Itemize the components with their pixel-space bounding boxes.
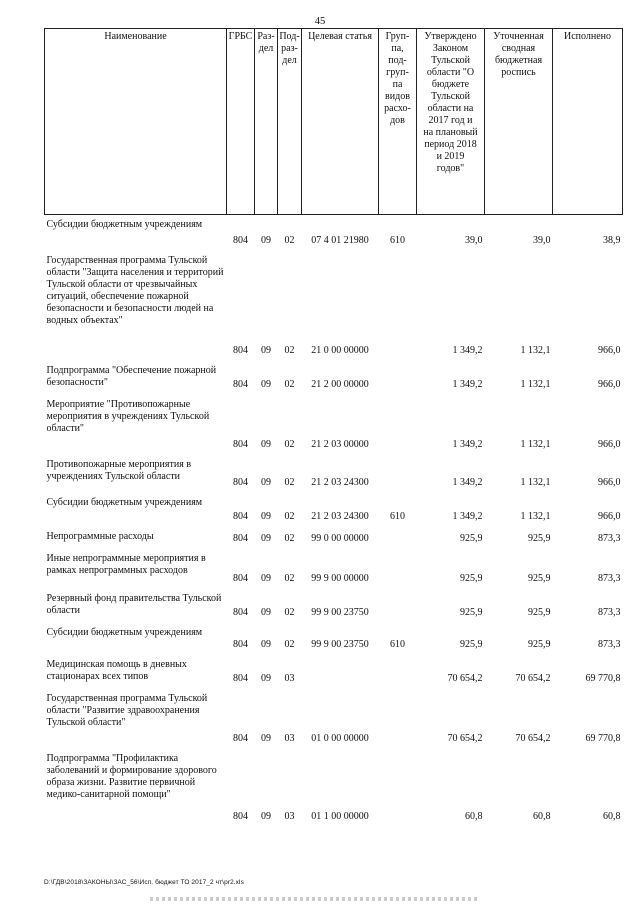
row-group (379, 455, 417, 493)
row-name: Субсидии бюджетным учреждениям (46, 219, 203, 230)
row-executed: 966,0 (598, 438, 621, 450)
row-executed: 69 770,8 (585, 732, 621, 744)
row-grbs: 804 (233, 234, 248, 246)
table-row (45, 689, 623, 749)
row-razdel: 09 (261, 810, 271, 822)
row-executed: 873,3 (598, 532, 621, 544)
table-row (45, 589, 623, 623)
header-row (45, 29, 623, 215)
row-group (379, 749, 417, 827)
row-name: Иные непрограммные мероприятия в рамках непрограммных расходов (46, 552, 206, 576)
table-row (45, 215, 623, 251)
scan-artifact (150, 897, 480, 901)
row-name: Субсидии бюджетным учреждениям (46, 626, 203, 638)
row-name: Противопожарные мероприятия в учреждениях Тульской области (46, 458, 192, 482)
row-razdel: 09 (261, 572, 271, 584)
row-podrazdel: 02 (284, 438, 295, 450)
row-group (379, 361, 417, 395)
row-grbs: 804 (233, 732, 248, 744)
row-executed: 966,0 (598, 378, 621, 390)
row-target: 99 9 00 23750 (311, 606, 369, 618)
row-razdel: 09 (261, 638, 271, 650)
row-refined: 925,9 (528, 572, 551, 584)
row-target: 21 2 03 24300 (311, 476, 369, 488)
row-approved: 1 349,2 (452, 344, 483, 356)
row-approved: 925,9 (460, 638, 483, 650)
row-podrazdel: 02 (284, 532, 295, 544)
row-podrazdel: 02 (284, 344, 295, 356)
row-group: 610 (390, 510, 405, 522)
row-razdel: 09 (261, 344, 271, 356)
row-razdel: 09 (261, 532, 271, 544)
row-podrazdel: 02 (284, 572, 295, 584)
row-grbs: 804 (233, 438, 248, 450)
row-refined: 925,9 (528, 638, 551, 650)
row-grbs: 804 (233, 532, 248, 544)
row-approved: 925,9 (460, 532, 483, 544)
row-group: 610 (390, 638, 405, 650)
row-approved: 60,8 (465, 810, 483, 822)
row-target (302, 655, 379, 689)
row-podrazdel: 03 (284, 810, 295, 822)
table-row (45, 527, 623, 549)
row-razdel: 09 (261, 378, 271, 390)
row-grbs: 804 (233, 606, 248, 618)
row-name: Подпрограмма "Обеспечение пожарной безопасности" (46, 364, 217, 388)
row-refined: 1 132,1 (520, 344, 551, 356)
row-grbs: 804 (233, 672, 248, 684)
row-executed: 873,3 (598, 572, 621, 584)
header-grbs: ГРБС (227, 29, 255, 215)
row-group (379, 655, 417, 689)
row-executed: 60,8 (603, 810, 621, 822)
row-executed: 873,3 (598, 606, 621, 618)
row-target: 21 2 03 00000 (311, 438, 369, 450)
table-row (45, 623, 623, 655)
row-grbs: 804 (233, 572, 248, 584)
row-group (379, 527, 417, 549)
row-approved: 1 349,2 (452, 476, 483, 488)
page-number: 45 (314, 16, 326, 27)
row-refined: 39,0 (533, 234, 551, 246)
row-approved: 1 349,2 (452, 378, 483, 390)
table-row (45, 395, 623, 455)
table-row (45, 493, 623, 527)
row-executed: 966,0 (598, 344, 621, 356)
row-razdel: 09 (261, 234, 271, 246)
row-group (379, 251, 417, 361)
row-name: Государственная программа Тульской области "Защита населения и территорий Тульской области от чрезвычайных ситуаций, обеспечение пожарной безопасности и безопасности людей на водных объектах" (46, 254, 224, 326)
row-name: Резервный фонд правительства Тульской области (46, 592, 222, 616)
row-name: Государственная программа Тульской области "Развитие здравоохранения Тульской области" (46, 692, 208, 728)
row-name: Подпрограмма "Профилактика заболеваний и формирование здорового образа жизни. Развитие первичной медико-санитарной помощи" (46, 752, 217, 800)
row-razdel: 09 (261, 732, 271, 744)
row-approved: 925,9 (460, 572, 483, 584)
table-row (45, 549, 623, 589)
row-name: Медицинская помощь в дневных стационарах всех типов (46, 658, 187, 682)
row-podrazdel: 02 (284, 378, 295, 390)
row-refined: 70 654,2 (515, 732, 551, 744)
row-approved: 39,0 (465, 234, 483, 246)
row-approved: 1 349,2 (452, 438, 483, 450)
row-executed: 38,9 (603, 234, 621, 246)
header-approved: Утверждено Законом Тульской области "О бюджете Тульской области на 2017 год и на плановый период 2018 и 2019 годов" (417, 29, 485, 215)
row-group (379, 549, 417, 589)
row-refined: 70 654,2 (515, 672, 551, 684)
row-grbs: 804 (233, 810, 248, 822)
row-target: 21 2 00 00000 (311, 378, 369, 390)
header-executed: Исполнено (553, 29, 623, 215)
row-target: 01 0 00 00000 (311, 732, 369, 744)
row-approved: 70 654,2 (447, 672, 483, 684)
table-row (45, 251, 623, 361)
header-target: Целевая статья (302, 29, 379, 215)
row-refined: 1 132,1 (520, 476, 551, 488)
row-target: 21 0 00 00000 (311, 344, 369, 356)
row-refined: 925,9 (528, 606, 551, 618)
row-target: 99 0 00 00000 (311, 532, 369, 544)
row-razdel: 09 (261, 476, 271, 488)
row-grbs: 804 (233, 344, 248, 356)
budget-table (44, 28, 623, 827)
row-grbs: 804 (233, 476, 248, 488)
row-approved: 70 654,2 (447, 732, 483, 744)
row-executed: 873,3 (598, 638, 621, 650)
row-approved: 925,9 (460, 606, 483, 618)
row-refined: 1 132,1 (520, 438, 551, 450)
row-target: 07 4 01 21980 (311, 234, 369, 246)
row-podrazdel: 03 (284, 732, 295, 744)
row-podrazdel: 02 (284, 510, 295, 522)
table-row (45, 655, 623, 689)
row-group (379, 395, 417, 455)
row-refined: 60,8 (533, 810, 551, 822)
table-row (45, 361, 623, 395)
row-executed: 966,0 (598, 510, 621, 522)
row-podrazdel: 02 (284, 606, 295, 618)
row-podrazdel: 02 (284, 638, 295, 650)
row-executed: 69 770,8 (585, 672, 621, 684)
row-razdel: 09 (261, 672, 271, 684)
row-podrazdel: 02 (284, 476, 295, 488)
row-executed: 966,0 (598, 476, 621, 488)
row-razdel: 09 (261, 606, 271, 618)
row-refined: 925,9 (528, 532, 551, 544)
row-approved: 1 349,2 (452, 510, 483, 522)
row-target: 01 1 00 00000 (311, 810, 369, 822)
file-path-footer: D:\ГДВ\2018\ЗАКОНЫ\ЗАС_56\Исп. бюджет ТО 2017_2 чт\pr2.xls (44, 879, 244, 886)
row-group: 610 (390, 234, 405, 246)
row-grbs: 804 (233, 638, 248, 650)
table-row (45, 749, 623, 827)
row-target: 99 9 00 00000 (311, 572, 369, 584)
header-group: Груп- па, под- груп- па видов расхо- дов (379, 29, 417, 215)
header-razdel: Раз- дел (255, 29, 278, 215)
header-podrazdel: Под- раз- дел (278, 29, 302, 215)
row-refined: 1 132,1 (520, 378, 551, 390)
header-name: Наименование (45, 29, 227, 215)
row-target: 99 9 00 23750 (311, 638, 369, 650)
row-podrazdel: 02 (284, 234, 295, 246)
row-group (379, 689, 417, 749)
row-razdel: 09 (261, 510, 271, 522)
header-refined: Уточненная сводная бюджетная роспись (485, 29, 553, 215)
row-grbs: 804 (233, 378, 248, 390)
row-razdel: 09 (261, 438, 271, 450)
row-podrazdel: 03 (284, 672, 295, 684)
table-row (45, 455, 623, 493)
row-name: Мероприятие "Противопожарные мероприятия в учреждениях Тульской области" (46, 398, 210, 434)
row-name: Непрограммные расходы (46, 530, 154, 542)
row-refined: 1 132,1 (520, 510, 551, 522)
row-name: Субсидии бюджетным учреждениям (46, 496, 203, 508)
row-grbs: 804 (233, 510, 248, 522)
row-target: 21 2 03 24300 (311, 510, 369, 522)
row-group (379, 589, 417, 623)
